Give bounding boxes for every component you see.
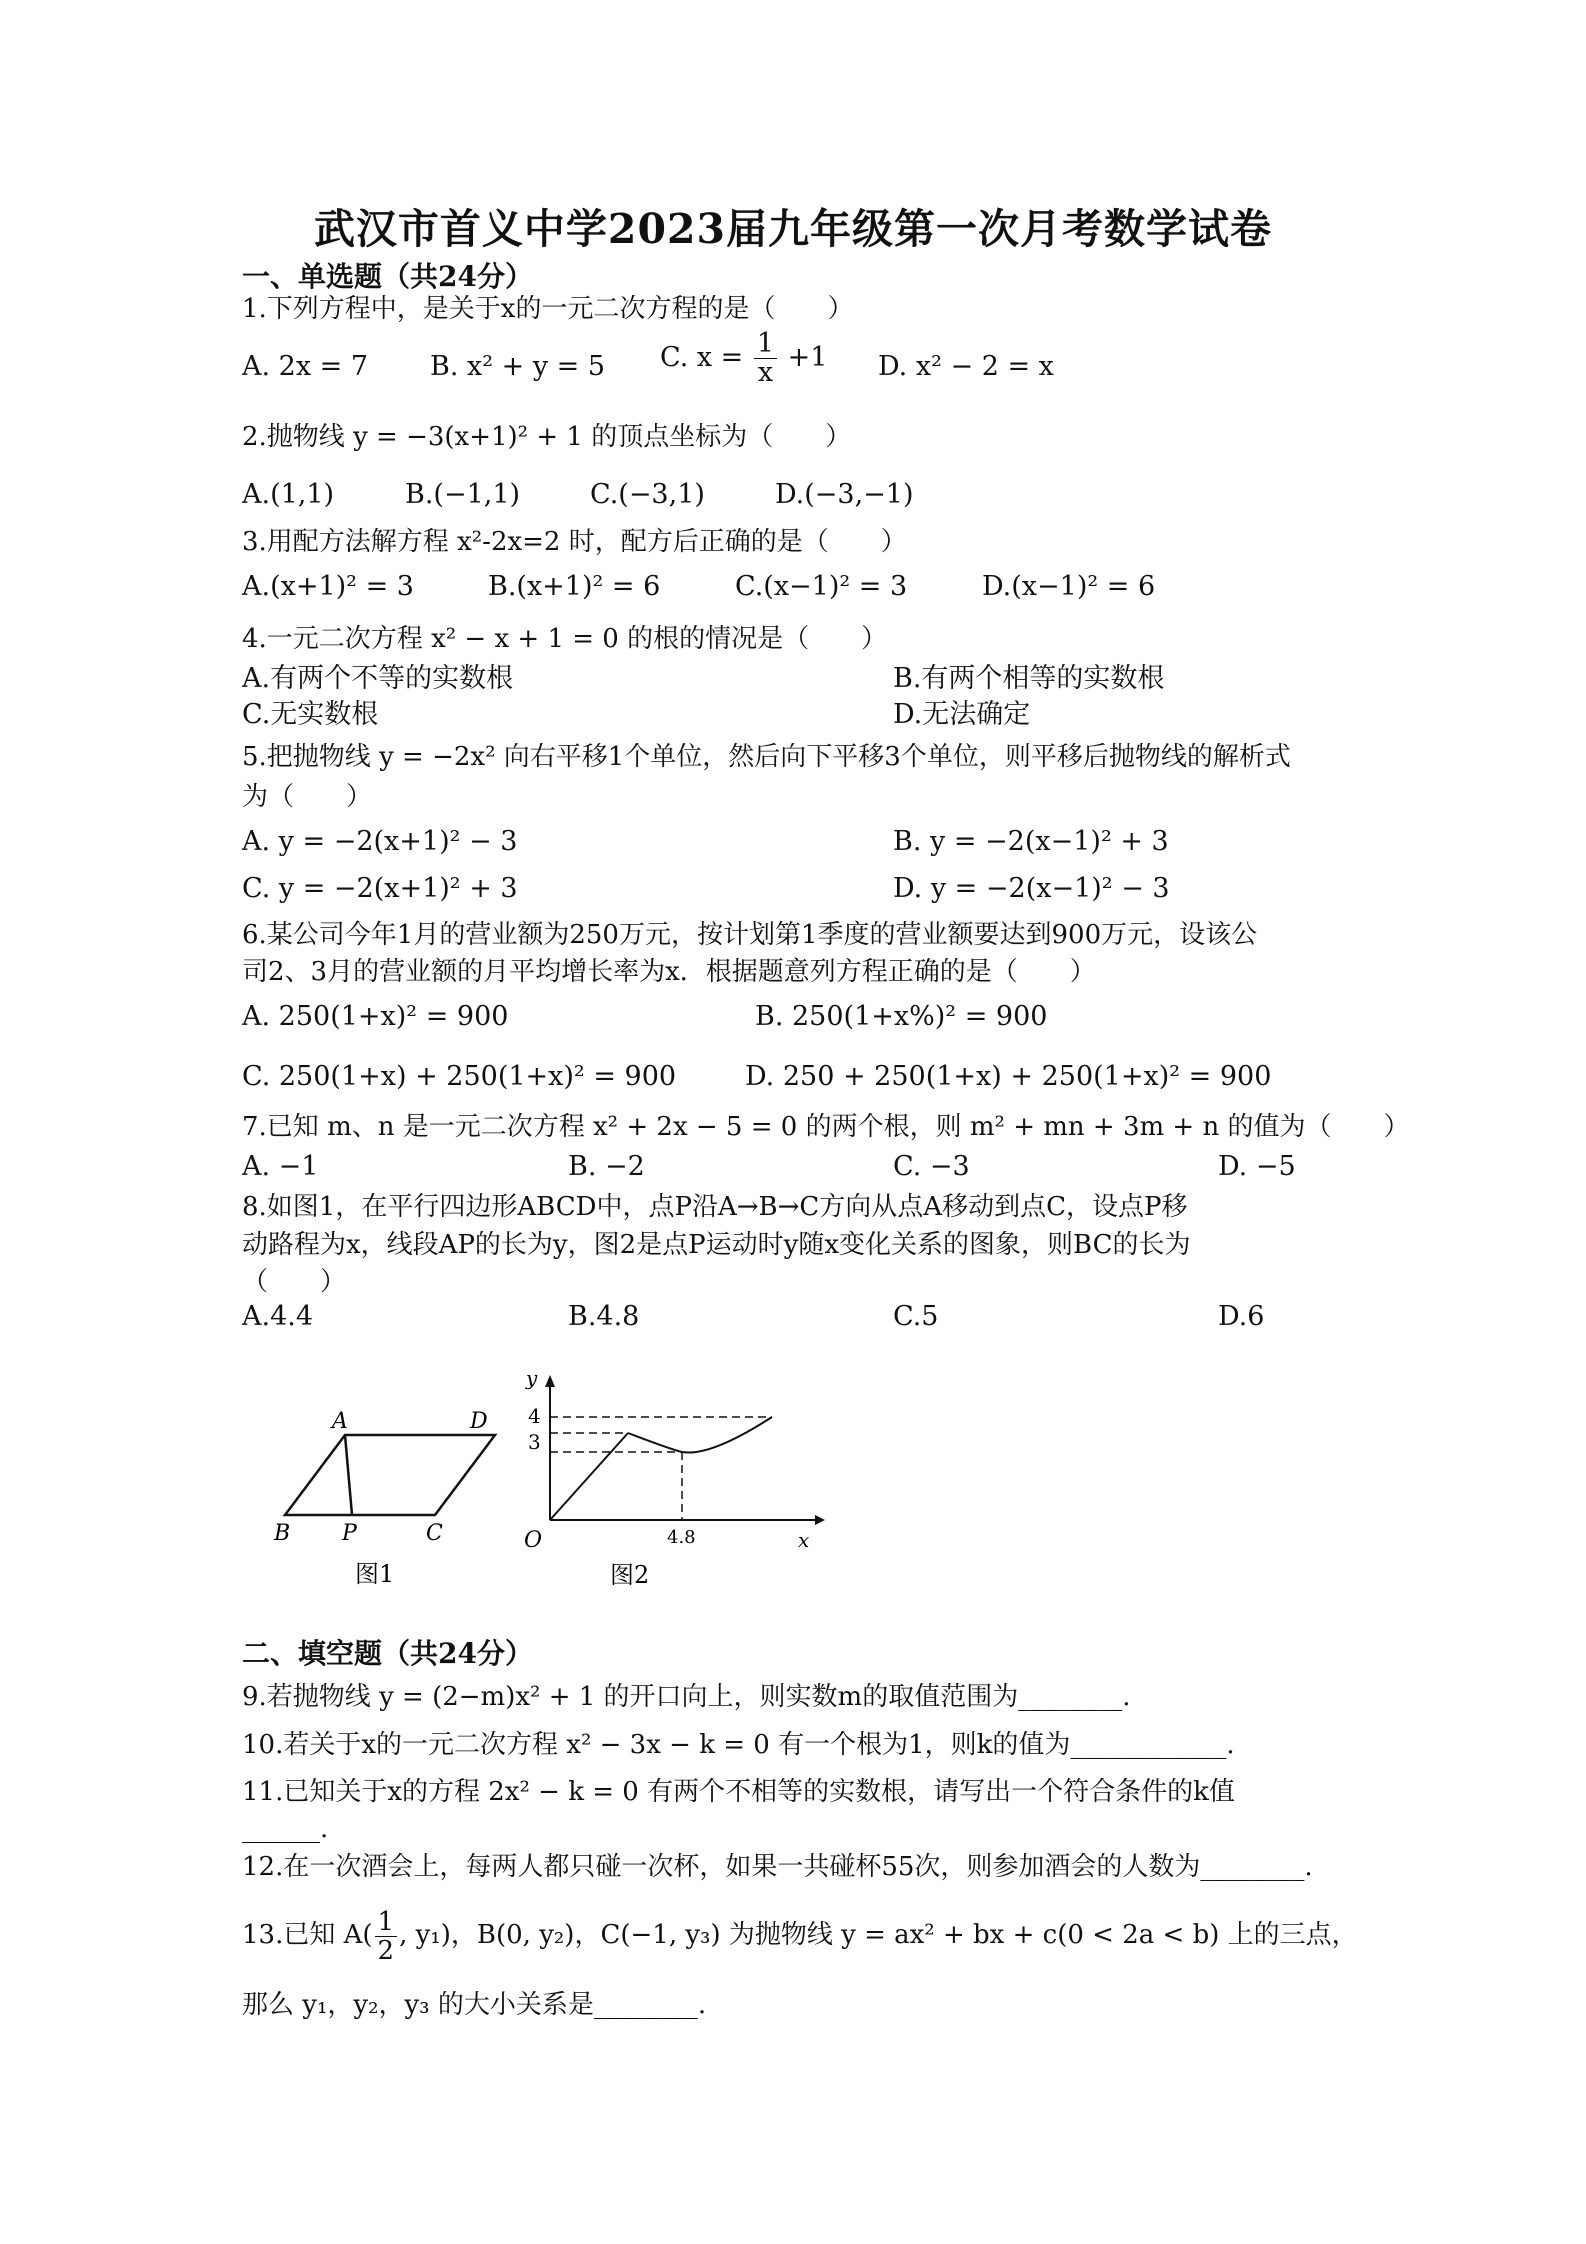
q4-option-c: C.无实数根 (242, 699, 379, 730)
q8-option-d: D.6 (1218, 1301, 1265, 1332)
q8-stem-line2: 动路程为x，线段AP的长为y，图2是点P运动时y随x变化关系的图象，则BC的长为 (242, 1230, 1191, 1260)
q1-option-c-suffix: +1 (787, 342, 828, 373)
q1-option-a: A. 2x = 7 (242, 351, 369, 382)
q2-option-c: C.(−3,1) (590, 479, 705, 510)
x-axis-arrow (815, 1515, 825, 1525)
q5-option-d: D. y = −2(x−1)² − 3 (893, 873, 1170, 904)
q3-option-c: C.(x−1)² = 3 (735, 571, 908, 602)
q1-option-c-numerator: 1 (754, 330, 777, 359)
q10-stem: 10.若关于x的一元二次方程 x² − 3x − k = 0 有一个根为1，则k的值为____________. (242, 1730, 1235, 1760)
q13-stem-line1 (242, 1905, 1358, 1965)
section-single-choice: 一、单选题（共24分） (242, 260, 533, 293)
q12-stem: 12.在一次酒会上，每两人都只碰一次杯，如果一共碰杯55次，则参加酒会的人数为________. (242, 1852, 1313, 1882)
parallelogram-outline (285, 1435, 495, 1515)
q3-option-a: A.(x+1)² = 3 (242, 571, 414, 602)
segment-ap (345, 1435, 352, 1515)
q7-option-a: A. −1 (242, 1151, 319, 1182)
x-axis-label: x (798, 1528, 810, 1552)
q1-option-d: D. x² − 2 = x (878, 351, 1054, 382)
exam-title: 武汉市首义中学2023届九年级第一次月考数学试卷 (313, 205, 1273, 253)
q6-option-a: A. 250(1+x)² = 900 (242, 1001, 509, 1032)
q13-fraction (375, 1908, 398, 1965)
q3-stem: 3.用配方法解方程 x²-2x=2 时，配方后正确的是（ ） (242, 527, 907, 557)
tick-4: 4 (528, 1404, 541, 1428)
q8-option-c: C.5 (893, 1301, 939, 1332)
q6-option-c: C. 250(1+x) + 250(1+x)² = 900 (242, 1061, 677, 1092)
q1-option-c (660, 330, 827, 387)
q9-stem: 9.若抛物线 y = (2−m)x² + 1 的开口向上，则实数m的取值范围为________. (242, 1682, 1131, 1712)
q5-stem-line2: 为（ ） (242, 782, 373, 812)
q13-stem-line2: 那么 y₁，y₂，y₃ 的大小关系是________. (242, 1990, 707, 2020)
q1-option-c-denominator: x (757, 357, 774, 388)
q3-option-b: B.(x+1)² = 6 (488, 571, 661, 602)
y-axis-arrow (545, 1375, 555, 1387)
q11-stem-line2: ______. (242, 1814, 329, 1844)
label-p: P (342, 1521, 357, 1546)
tick-4-8: 4.8 (667, 1527, 696, 1548)
label-c: C (426, 1521, 443, 1546)
q4-stem: 4.一元二次方程 x² − x + 1 = 0 的根的情况是（ ） (242, 624, 888, 654)
label-a: A (332, 1409, 348, 1434)
q5-option-c: C. y = −2(x+1)² + 3 (242, 873, 518, 904)
q8-stem-line1: 8.如图1，在平行四边形ABCD中，点P沿A→B→C方向从点A移动到点C，设点P移 (242, 1192, 1188, 1222)
q5-option-b: B. y = −2(x−1)² + 3 (893, 826, 1169, 857)
q13-suffix: , y₁)，B(0, y₂)，C(−1, y₃) 为抛物线 y = ax² + bx + c(0 < 2a < b) 上的三点， (399, 1920, 1358, 1950)
q1-option-b: B. x² + y = 5 (430, 351, 606, 382)
q13-numerator: 1 (375, 1908, 398, 1937)
q8-option-a: A.4.4 (242, 1301, 314, 1332)
tick-3: 3 (528, 1430, 541, 1454)
q8-stem-line3: （ ） (242, 1267, 347, 1297)
q6-option-d: D. 250 + 250(1+x) + 250(1+x)² = 900 (745, 1061, 1272, 1092)
figure-2-graph (510, 1365, 840, 1600)
q7-option-d: D. −5 (1218, 1151, 1296, 1182)
q8-option-b: B.4.8 (568, 1301, 640, 1332)
q2-option-b: B.(−1,1) (405, 479, 521, 510)
q7-option-c: C. −3 (893, 1151, 970, 1182)
y-axis-label: y (526, 1366, 538, 1390)
q1-option-c-fraction (754, 330, 777, 387)
q7-option-b: B. −2 (568, 1151, 645, 1182)
q1-option-c-prefix: C. x = (660, 342, 744, 373)
figure-1-caption: 图1 (355, 1560, 395, 1588)
q4-option-b: B.有两个相等的实数根 (893, 663, 1165, 694)
section-fill-in: 二、填空题（共24分） (242, 1637, 533, 1670)
q13-prefix: 13.已知 A( (242, 1920, 373, 1950)
q3-option-d: D.(x−1)² = 6 (982, 571, 1156, 602)
q7-stem: 7.已知 m、n 是一元二次方程 x² + 2x − 5 = 0 的两个根，则 m² + mn + 3m + n 的值为（ ） (242, 1112, 1410, 1142)
figure-1-parallelogram (270, 1400, 510, 1600)
label-b: B (274, 1521, 291, 1546)
q6-stem-line2: 司2、3月的营业额的月平均增长率为x．根据题意列方程正确的是（ ） (242, 957, 1096, 987)
origin-label: O (524, 1528, 543, 1553)
q4-option-a: A.有两个不等的实数根 (242, 663, 514, 694)
graph-line-segment (550, 1433, 628, 1520)
q6-option-b: B. 250(1+x%)² = 900 (755, 1001, 1048, 1032)
q4-option-d: D.无法确定 (893, 699, 1031, 730)
q5-option-a: A. y = −2(x+1)² − 3 (242, 826, 518, 857)
q2-option-d: D.(−3,−1) (775, 479, 914, 510)
q2-stem: 2.抛物线 y = −3(x+1)² + 1 的顶点坐标为（ ） (242, 422, 852, 452)
q2-option-a: A.(1,1) (242, 479, 335, 510)
q6-stem-line1: 6.某公司今年1月的营业额为250万元，按计划第1季度的营业额要达到900万元，设该公 (242, 920, 1258, 950)
q11-stem-line1: 11.已知关于x的方程 2x² − k = 0 有两个不相等的实数根，请写出一个符合条件的k值 (242, 1777, 1235, 1807)
figure-2-caption: 图2 (610, 1561, 650, 1589)
q1-stem: 1.下列方程中，是关于x的一元二次方程的是（ ） (242, 294, 854, 324)
graph-curve (628, 1417, 772, 1453)
label-d: D (470, 1409, 488, 1434)
q13-denominator: 2 (377, 1935, 395, 1966)
q5-stem-line1: 5.把抛物线 y = −2x² 向右平移1个单位，然后向下平移3个单位，则平移后抛物线的解析式 (242, 742, 1291, 772)
